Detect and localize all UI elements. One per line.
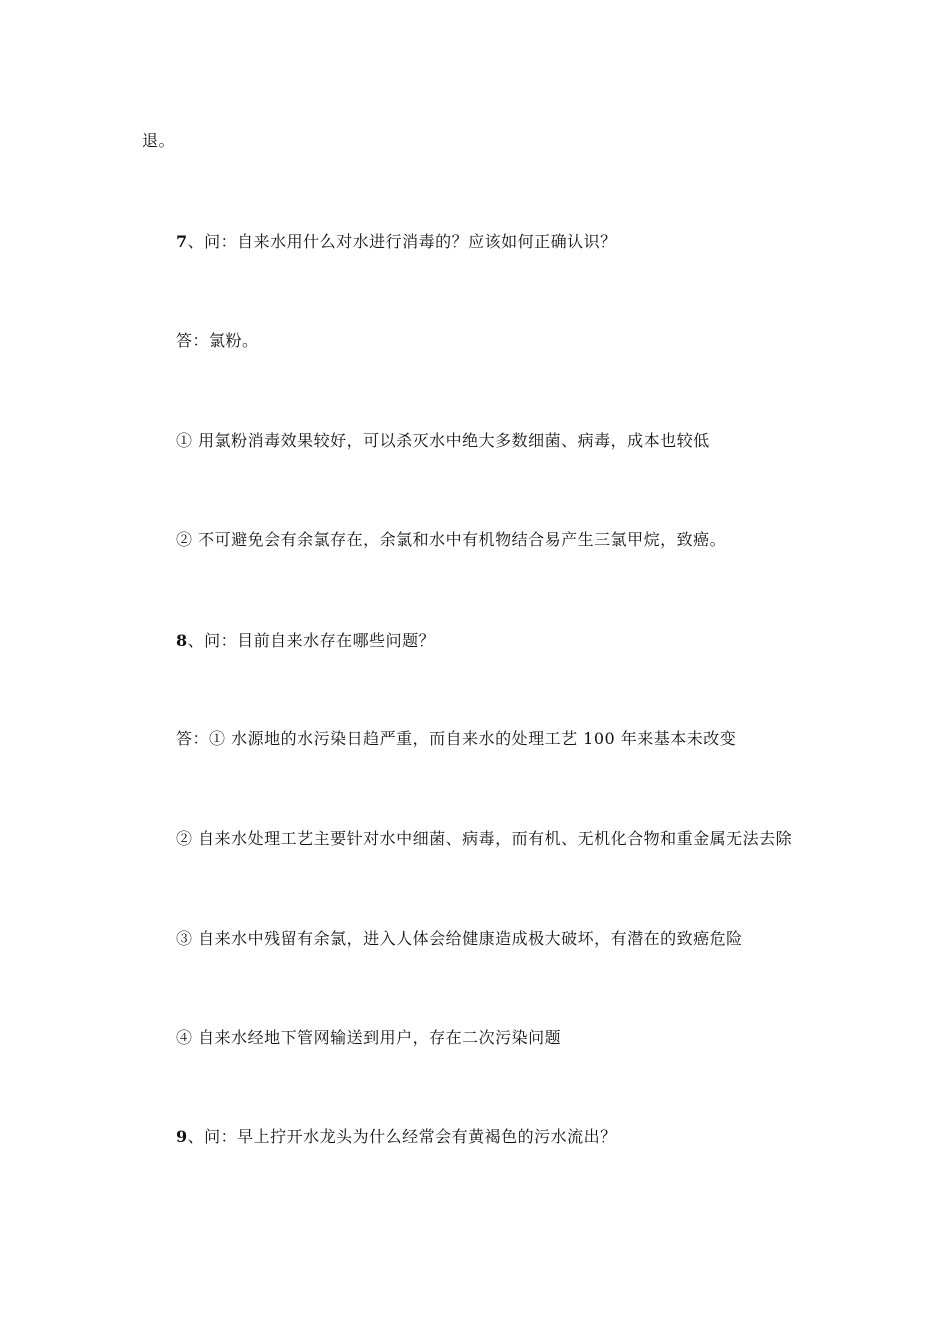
text-line-continuation: 退。 — [142, 131, 176, 150]
answer-7: 答：氯粉。 — [176, 331, 259, 350]
answer-8-point-3: ③ 自来水中残留有余氯，进入人体会给健康造成极大破坏，有潜在的致癌危险 — [176, 929, 743, 948]
answer-7-point-2: ② 不可避免会有余氯存在，余氯和水中有机物结合易产生三氯甲烷，致癌。 — [176, 530, 727, 549]
answer-7-point-1: ① 用氯粉消毒效果较好，可以杀灭水中绝大多数细菌、病毒，成本也较低 — [176, 431, 710, 450]
question-text: 、问：自来水用什么对水进行消毒的？应该如何正确认识？ — [187, 232, 617, 251]
question-9 — [176, 1127, 617, 1147]
question-number: 9 — [176, 1127, 188, 1146]
question-text: 、问：目前自来水存在哪些问题？ — [187, 631, 436, 650]
answer-8-point-1: 答：① 水源地的水污染日趋严重，而自来水的处理工艺 100 年来基本未改变 — [176, 729, 737, 748]
question-number: 7 — [176, 232, 188, 251]
answer-8-point-4: ④ 自来水经地下管网输送到用户，存在二次污染问题 — [176, 1028, 562, 1047]
question-text: 、问：早上拧开水龙头为什么经常会有黄褐色的污水流出？ — [187, 1127, 617, 1146]
question-8 — [176, 631, 435, 651]
question-number: 8 — [176, 631, 188, 650]
question-7 — [176, 232, 617, 252]
answer-8-point-2: ② 自来水处理工艺主要针对水中细菌、病毒，而有机、无机化合物和重金属无法去除 — [176, 829, 793, 848]
